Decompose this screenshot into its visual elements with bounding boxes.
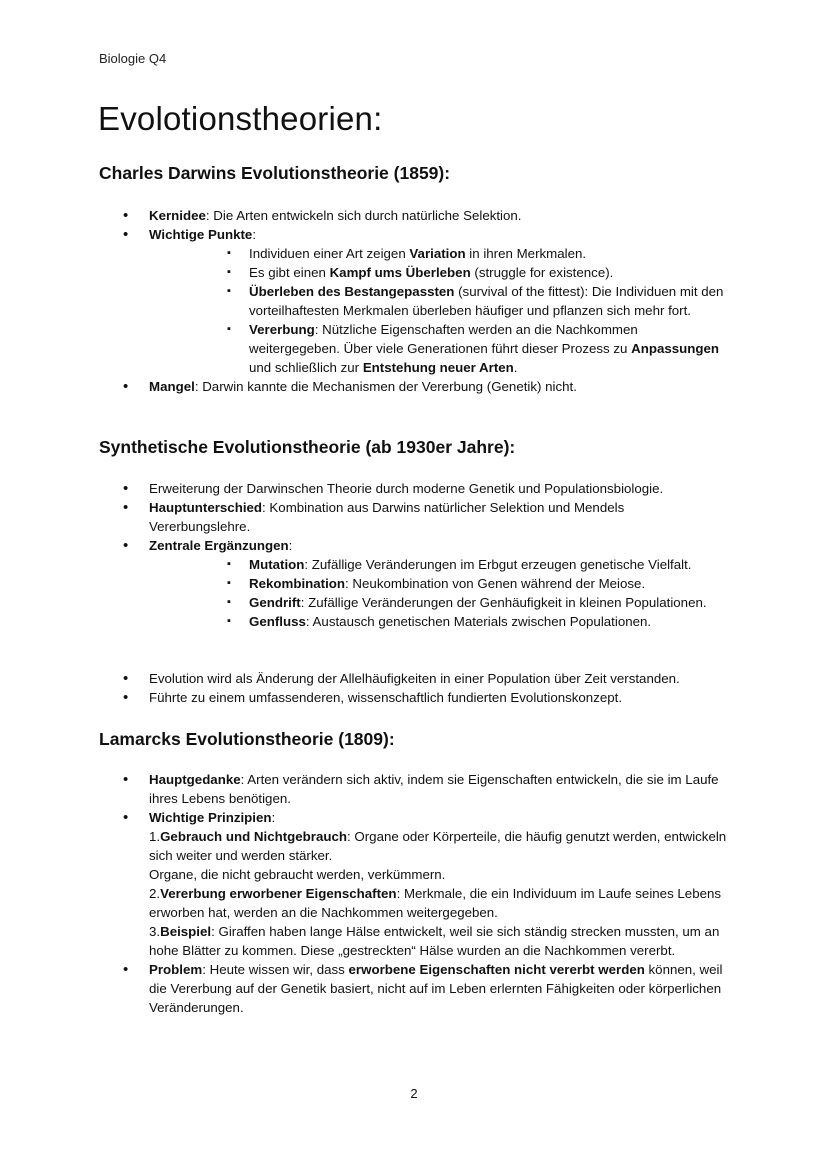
list-item-mangel: • Mangel: Darwin kannte die Mechanismen der Vererbung (Genetik) nicht. bbox=[0, 377, 729, 396]
sub-item-gendrift: ▪ Gendrift: Zufällige Veränderungen der Genhäufigkeit in kleinen Populationen. bbox=[0, 593, 729, 612]
list-item-kernidee: • Kernidee: Die Arten entwickeln sich durch natürliche Selektion. bbox=[0, 206, 729, 225]
list-item-zentrale-ergaenzungen: • Zentrale Ergänzungen: bbox=[0, 536, 729, 555]
list-item-wichtige-prinzipien: • Wichtige Prinzipien: 1.Gebrauch und Nichtgebrauch: Organe oder Körperteile, die häufig genutzt werden, entwickeln sich weiter und werden stärker. Organe, die nicht gebraucht werden, verkümmern. 2.Vererbung erworbener Eigenschaften: Merkmale, die ein Individuum im Laufe seines Lebens erworben hat, werden an die Nachkommen weitergegeben. 3.Beispiel: Giraffen haben lange Hälse entwickelt, weil sie sich ständig strecken mussten, um an hohe Blätter zu kommen. Diese „gestreckten“ Hälse wurden an die Nachkommen vererbt. bbox=[0, 808, 729, 960]
sub-item-variation: ▪ Individuen einer Art zeigen Variation in ihren Merkmalen. bbox=[0, 244, 729, 263]
list-item-evolutionskonzept: • Führte zu einem umfassenderen, wissenschaftlich fundierten Evolutionskonzept. bbox=[0, 688, 729, 707]
section-heading-synthetic: Synthetische Evolutionstheorie (ab 1930er Jahre): bbox=[99, 437, 516, 457]
sub-item-ueberleben: ▪ Überleben des Bestangepassten (survival of the fittest): Die Individuen mit den vorteilhaftesten Merkmalen überleben häufiger und pflanzen sich mehr fort. bbox=[0, 282, 729, 320]
principle-gebrauch-note: Organe, die nicht gebraucht werden, verkümmern. bbox=[149, 867, 446, 882]
list-item-problem: • Problem: Heute wissen wir, dass erworbene Eigenschaften nicht vererbt werden können, weil die Vererbung auf der Genetik basiert, nicht auf im Leben erlernten Fähigkeiten oder körperlichen Veränderungen. bbox=[0, 960, 729, 1017]
page-header: Biologie Q4 bbox=[99, 51, 167, 66]
sub-item-kampf: ▪ Es gibt einen Kampf ums Überleben (struggle for existence). bbox=[0, 263, 729, 282]
page-title: Evolotionstheorien: bbox=[98, 100, 383, 137]
darwin-list bbox=[0, 206, 729, 396]
list-item-erweiterung: • Erweiterung der Darwinschen Theorie durch moderne Genetik und Populationsbiologie. bbox=[0, 479, 729, 498]
section-heading-darwin: Charles Darwins Evolutionstheorie (1859): bbox=[99, 163, 451, 183]
principle-beispiel: 3.Beispiel: Giraffen haben lange Hälse entwickelt, weil sie sich ständig strecken mussten, um an hohe Blätter zu kommen. Diese „gestreckten“ Hälse wurden an die Nachkommen vererbt. bbox=[149, 924, 720, 958]
list-item-wichtige-punkte: • Wichtige Punkte: bbox=[0, 225, 729, 244]
sub-item-rekombination: ▪ Rekombination: Neukombination von Genen während der Meiose. bbox=[0, 574, 729, 593]
sub-item-mutation: ▪ Mutation: Zufällige Veränderungen im Erbgut erzeugen genetische Vielfalt. bbox=[0, 555, 729, 574]
principle-vererbung: 2.Vererbung erworbener Eigenschaften: Merkmale, die ein Individuum im Laufe seines Lebens erworben hat, werden an die Nachkommen weitergegeben. bbox=[149, 886, 722, 920]
synthetic-list-2 bbox=[0, 669, 729, 707]
list-item-hauptgedanke: • Hauptgedanke: Arten verändern sich aktiv, indem sie Eigenschaften entwickeln, die sie im Laufe ihres Lebens benötigen. bbox=[0, 770, 729, 808]
sub-item-vererbung: ▪ Vererbung: Nützliche Eigenschaften werden an die Nachkommen weitergegeben. Über viele Generationen führt dieser Prozess zu Anpassungen und schließlich zur Entstehung neuer Arten. bbox=[0, 320, 729, 377]
page-number: 2 bbox=[410, 1086, 418, 1101]
principle-gebrauch: 1.Gebrauch und Nichtgebrauch: Organe oder Körperteile, die häufig genutzt werden, entwickeln sich weiter und werden stärker. bbox=[149, 829, 727, 863]
synthetic-list bbox=[0, 479, 729, 631]
lamarck-list bbox=[0, 770, 729, 1017]
list-item-hauptunterschied: • Hauptunterschied: Kombination aus Darwins natürlicher Selektion und Mendels Vererbungslehre. bbox=[0, 498, 729, 536]
list-item-allelhaeufigkeiten: • Evolution wird als Änderung der Allelhäufigkeiten in einer Population über Zeit verstanden. bbox=[0, 669, 729, 688]
sub-item-genfluss: ▪ Genfluss: Austausch genetischen Materials zwischen Populationen. bbox=[0, 612, 729, 631]
section-heading-lamarck: Lamarcks Evolutionstheorie (1809): bbox=[99, 729, 395, 749]
